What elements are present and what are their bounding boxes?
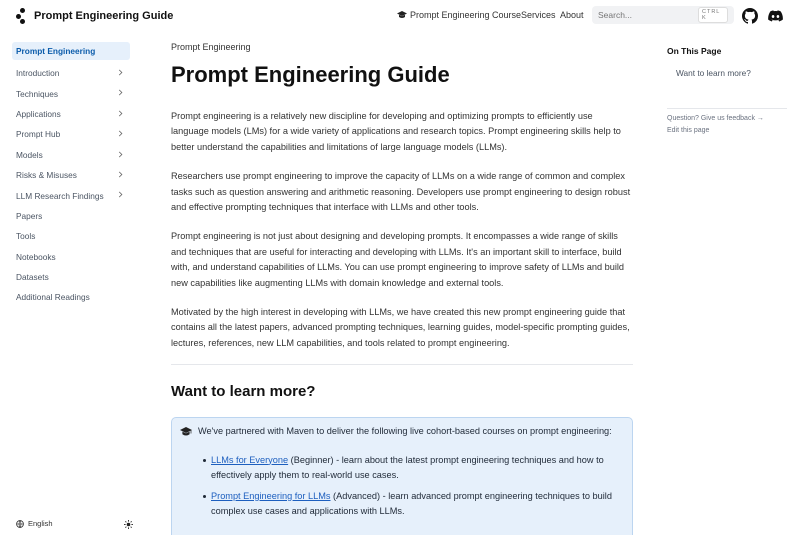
graduation-cap-icon <box>397 11 407 19</box>
language-switcher[interactable] <box>16 519 53 528</box>
edit-page-link[interactable]: Edit this page <box>667 127 710 134</box>
course-description: - learn advanced prompt engineering techniques to build complex use cases and applications with LLMs. <box>211 490 612 516</box>
sidebar-nav <box>12 42 130 308</box>
sidebar-item-risks-misuses[interactable] <box>12 165 130 185</box>
sidebar-item-additional-readings[interactable] <box>12 287 130 307</box>
sidebar-item-llm-research-findings[interactable] <box>12 185 130 205</box>
toc-title: On This Page <box>667 46 722 56</box>
sidebar-item-label: Applications <box>16 108 61 119</box>
sidebar-item-prompt-hub[interactable] <box>12 124 130 144</box>
table-of-contents <box>667 46 792 134</box>
chevron-right-icon <box>117 69 124 76</box>
globe-icon <box>16 520 24 528</box>
chevron-right-icon <box>117 171 124 178</box>
sidebar-item-tools[interactable] <box>12 226 130 246</box>
sidebar-item-label: Prompt Hub <box>16 129 61 140</box>
sidebar-item-label: Tools <box>16 231 36 242</box>
chevron-right-icon <box>117 110 124 117</box>
search-shortcut: CTRL K <box>698 7 728 23</box>
site-title: Prompt Engineering Guide <box>34 10 174 22</box>
search-input[interactable] <box>598 10 698 20</box>
discord-icon[interactable] <box>768 8 783 24</box>
site-logo[interactable] <box>16 8 173 24</box>
sidebar-item-label: Techniques <box>16 88 58 99</box>
course-description: - learn about the latest prompt engineering techniques and how to effectively apply them to real-world use cases. <box>211 454 604 481</box>
course-list <box>198 453 624 520</box>
sun-icon[interactable] <box>124 520 133 529</box>
logo-icon <box>16 8 30 24</box>
sidebar-item-label: Risks & Misuses <box>16 170 77 181</box>
intro-paragraph-1: Prompt engineering is a relatively new discipline for developing and optimizing prompts to efficiently use language models (LMs) for a wide variety of applications and research topics. Prompt engineering skills help to better understand the capabilities and limitations of large language models (LLMs). <box>171 111 621 152</box>
sidebar-item-label: LLM Research Findings <box>16 190 104 201</box>
sidebar-item-introduction[interactable] <box>12 63 130 83</box>
sidebar-item-techniques[interactable] <box>12 83 130 103</box>
chevron-right-icon <box>117 191 124 198</box>
section-heading: Want to learn more? <box>171 383 316 401</box>
sidebar-item-label: Prompt Engineering <box>16 46 96 56</box>
breadcrumb[interactable]: Prompt Engineering <box>171 42 251 52</box>
course-level: (Advanced) <box>330 490 381 501</box>
list-item <box>211 489 624 520</box>
sidebar-item-applications[interactable] <box>12 104 130 124</box>
section-divider <box>171 364 633 365</box>
toc-divider <box>667 108 787 109</box>
graduation-cap-icon <box>180 427 192 437</box>
sidebar-item-label: Papers <box>16 210 43 221</box>
chevron-right-icon <box>117 89 124 96</box>
intro-paragraph-2: Researchers use prompt engineering to improve the capacity of LLMs on a wide range of common and complex tasks such as question answering and arithmetic reasoning. Developers use prompt engineering to design robust and effective prompting techniques that interface with LLMs and other tools. <box>171 171 631 213</box>
nav-services-link[interactable]: Services <box>521 10 556 20</box>
feedback-link[interactable]: Question? Give us feedback → <box>667 115 764 122</box>
sidebar-item-label: Notebooks <box>16 251 56 262</box>
github-icon[interactable] <box>742 8 758 24</box>
course-link-prompt-engineering-for-llms[interactable]: Prompt Engineering for LLMs <box>211 490 331 501</box>
sidebar-item-datasets[interactable] <box>12 267 130 287</box>
intro-paragraph-4: Motivated by the high interest in developing with LLMs, we have created this new prompt engineering guide that contains all the latest papers, advanced prompting techniques, learning guides, model-specific prompting guides, lectures, references, new LLM capabilities, and tools related to prompt engineering. <box>171 307 630 348</box>
toc-link-want-to-learn-more[interactable]: Want to learn more? <box>676 68 751 78</box>
nav-course-link[interactable] <box>397 10 521 20</box>
sidebar-item-label: Introduction <box>16 68 60 79</box>
nav-course-label: Prompt Engineering Course <box>410 10 522 20</box>
course-link-llms-for-everyone[interactable]: LLMs for Everyone <box>211 454 289 465</box>
page-title: Prompt Engineering Guide <box>171 62 450 87</box>
sidebar-item-label: Additional Readings <box>16 292 90 303</box>
language-label: English <box>28 519 53 528</box>
callout-intro: We've partnered with Maven to deliver the following live cohort-based courses on prompt engineering: <box>198 426 612 437</box>
sidebar-item-label: Models <box>16 149 43 160</box>
sidebar-item-papers[interactable] <box>12 206 130 226</box>
search-box[interactable] <box>592 6 734 24</box>
intro-paragraph-3: Prompt engineering is not just about designing and developing prompts. It encompasses a wide range of skills and techniques that are useful for interacting and developing with LLMs. It's an important skill to interface, build with, and understand capabilities of LLMs. You can use prompt engineering to improve safety of LLMs and build new capabilities like augmenting LLMs with domain knowledge and external tools. <box>171 231 625 288</box>
chevron-right-icon <box>117 130 124 137</box>
main-content <box>171 42 633 535</box>
sidebar-item-label: Datasets <box>16 272 49 283</box>
sidebar-item-prompt-engineering[interactable] <box>12 42 130 60</box>
nav-about-link[interactable]: About <box>560 10 584 20</box>
sidebar-item-notebooks[interactable] <box>12 247 130 267</box>
course-level: (Beginner) <box>288 454 334 465</box>
list-item <box>211 453 624 484</box>
courses-callout <box>171 417 633 535</box>
chevron-right-icon <box>117 151 124 158</box>
top-navbar <box>0 0 800 32</box>
sidebar-item-models[interactable] <box>12 145 130 165</box>
